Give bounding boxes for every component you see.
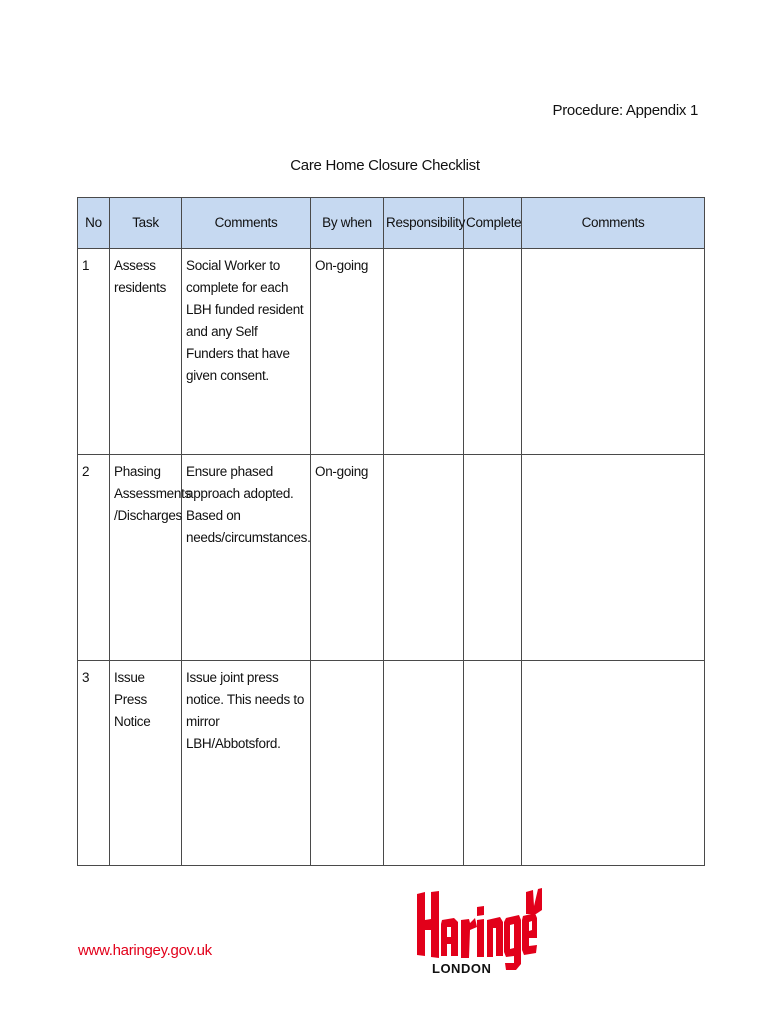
cell-task: Phasing Assessments /Discharges <box>110 455 182 661</box>
document-title: Care Home Closure Checklist <box>290 157 480 174</box>
column-header-complete: Complete <box>464 198 522 249</box>
column-header-comments: Comments <box>182 198 311 249</box>
cell-comments-2 <box>522 249 705 455</box>
cell-complete <box>464 249 522 455</box>
cell-no: 3 <box>78 661 110 866</box>
column-header-by-when: By when <box>311 198 384 249</box>
cell-complete <box>464 661 522 866</box>
cell-responsibility <box>384 455 464 661</box>
table-header-row <box>78 198 705 249</box>
cell-by-when <box>311 661 384 866</box>
column-header-comments-2: Comments <box>522 198 705 249</box>
cell-responsibility <box>384 661 464 866</box>
cell-by-when: On-going <box>311 249 384 455</box>
logo-subtext: LONDON <box>432 961 492 976</box>
cell-task: Issue Press Notice <box>110 661 182 866</box>
haringey-logo <box>414 880 542 980</box>
cell-by-when: On-going <box>311 455 384 661</box>
table-row <box>78 455 705 661</box>
cell-task: Assess residents <box>110 249 182 455</box>
cell-complete <box>464 455 522 661</box>
cell-comments: Social Worker to complete for each LBH funded resident and any Self Funders that have given consent. <box>182 249 311 455</box>
cell-comments-2 <box>522 455 705 661</box>
cell-comments-2 <box>522 661 705 866</box>
cell-no: 2 <box>78 455 110 661</box>
cell-comments: Ensure phased approach adopted. Based on needs/circumstances. <box>182 455 311 661</box>
website-link[interactable]: www.haringey.gov.uk <box>78 942 212 959</box>
table-row <box>78 249 705 455</box>
column-header-task: Task <box>110 198 182 249</box>
appendix-label: Procedure: Appendix 1 <box>552 102 698 119</box>
table-row <box>78 661 705 866</box>
cell-no: 1 <box>78 249 110 455</box>
column-header-responsibility: Responsibility <box>384 198 464 249</box>
checklist-table <box>77 197 705 866</box>
cell-comments: Issue joint press notice. This needs to mirror LBH/Abbotsford. <box>182 661 311 866</box>
cell-responsibility <box>384 249 464 455</box>
column-header-no: No <box>78 198 110 249</box>
